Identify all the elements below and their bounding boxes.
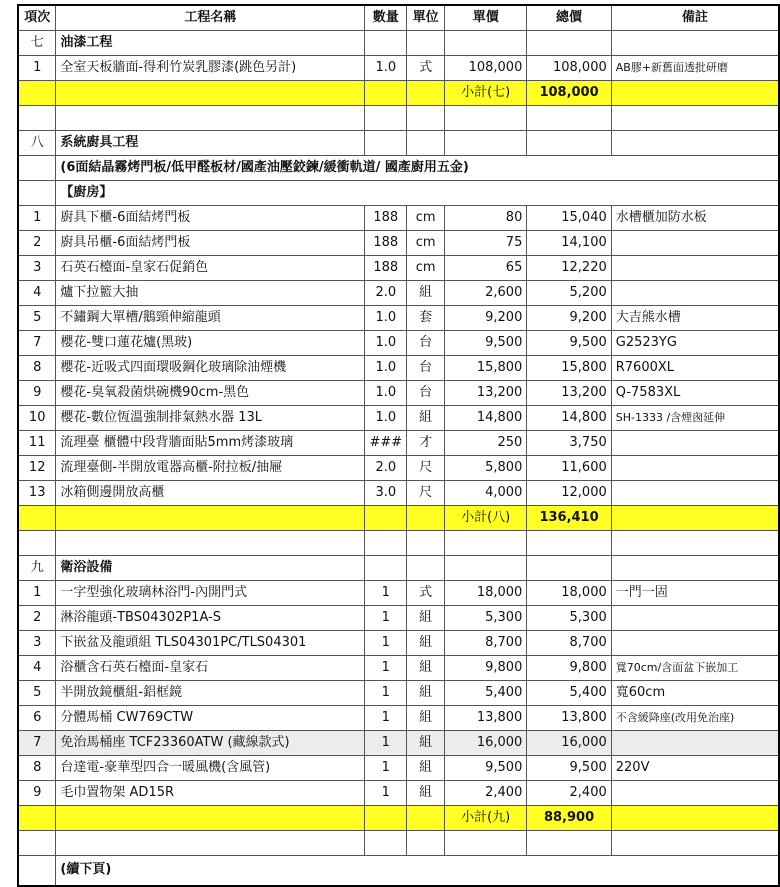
empty-cell: [56, 81, 365, 106]
item-name: 櫻花-臭氧殺菌烘碗機90cm-黑色: [56, 381, 365, 406]
item-price: 5,800: [445, 456, 527, 481]
table-row: [18, 356, 779, 381]
header-no: 項次: [18, 5, 56, 31]
item-note: [611, 456, 779, 481]
header-price: 單價: [445, 5, 527, 31]
item-note: R7600XL: [611, 356, 779, 381]
item-no: 5: [18, 681, 56, 706]
item-total: 9,800: [527, 656, 611, 681]
section-number: 七: [18, 31, 56, 56]
item-no: 7: [18, 731, 56, 756]
continued-text: (續下頁): [56, 856, 779, 886]
empty-cell: [611, 106, 779, 131]
item-total: 108,000: [527, 56, 611, 81]
empty-cell: [365, 81, 407, 106]
item-qty: 1.0: [365, 56, 407, 81]
header-total: 總價: [527, 5, 611, 31]
section-title-row: [18, 131, 779, 156]
item-total: 12,220: [527, 256, 611, 281]
item-qty: 1: [365, 756, 407, 781]
item-no: 2: [18, 231, 56, 256]
item-note: 220V: [611, 756, 779, 781]
item-qty: 3.0: [365, 481, 407, 506]
item-price: 2,400: [445, 781, 527, 806]
item-name: 全室天板牆面-得利竹炭乳膠漆(跳色另計): [56, 56, 365, 81]
table-row: [18, 281, 779, 306]
empty-cell: [407, 131, 445, 156]
table-row: [18, 406, 779, 431]
item-price: 2,600: [445, 281, 527, 306]
item-total: 5,400: [527, 681, 611, 706]
empty-cell: [365, 31, 407, 56]
empty-cell: [18, 81, 56, 106]
section-title-row: [18, 556, 779, 581]
item-note: [611, 731, 779, 756]
empty-cell: [407, 106, 445, 131]
item-total: 2,400: [527, 781, 611, 806]
empty-cell: [527, 831, 611, 856]
empty-cell: [445, 31, 527, 56]
item-total: 15,040: [527, 206, 611, 231]
empty-cell: [611, 531, 779, 556]
empty-cell: [407, 556, 445, 581]
table-row: [18, 656, 779, 681]
item-qty: 188: [365, 256, 407, 281]
item-qty: 1: [365, 606, 407, 631]
empty-cell: [527, 531, 611, 556]
item-note: 不含緩降座(改用免治座): [611, 706, 779, 731]
empty-cell: [56, 806, 365, 831]
item-no: 1: [18, 56, 56, 81]
empty-cell: [365, 131, 407, 156]
empty-row: [18, 531, 779, 556]
item-note: [611, 606, 779, 631]
item-no: 8: [18, 756, 56, 781]
item-unit: 組: [407, 781, 445, 806]
item-name: 半開放鏡櫃組-鋁框鏡: [56, 681, 365, 706]
item-no: 1: [18, 206, 56, 231]
item-unit: 套: [407, 306, 445, 331]
item-name: 毛巾置物架 AD15R: [56, 781, 365, 806]
table-row: [18, 306, 779, 331]
item-price: 13,200: [445, 381, 527, 406]
item-no: 9: [18, 781, 56, 806]
item-unit: 組: [407, 631, 445, 656]
item-price: 9,500: [445, 756, 527, 781]
empty-cell: [18, 531, 56, 556]
item-qty: 2.0: [365, 281, 407, 306]
item-name: 不鏽鋼大單槽/鵝頸伸縮龍頭: [56, 306, 365, 331]
empty-cell: [611, 31, 779, 56]
empty-cell: [527, 131, 611, 156]
item-name: 淋浴龍頭-TBS04302P1A-S: [56, 606, 365, 631]
item-total: 3,750: [527, 431, 611, 456]
item-qty: 188: [365, 206, 407, 231]
table-row: [18, 231, 779, 256]
item-name: 浴櫃含石英石檯面-皇家石: [56, 656, 365, 681]
empty-cell: [527, 106, 611, 131]
section-description-text: (6面結晶霧烤門板/低甲醛板材/國產油壓鉸鍊/緩衝軌道/ 國產廚用五金): [56, 156, 779, 181]
item-name: 櫻花-數位恆溫強制排氣熱水器 13L: [56, 406, 365, 431]
item-qty: 188: [365, 231, 407, 256]
empty-cell: [611, 556, 779, 581]
subtotal-label: 小計(九): [445, 806, 527, 831]
item-qty: 1.0: [365, 306, 407, 331]
table-row: [18, 431, 779, 456]
item-note: G2523YG: [611, 331, 779, 356]
empty-cell: [365, 831, 407, 856]
empty-cell: [365, 806, 407, 831]
item-name: 石英石檯面-皇家石促銷色: [56, 256, 365, 281]
table-row: [18, 206, 779, 231]
item-name: 廚具下櫃-6面結烤門板: [56, 206, 365, 231]
table-body: [18, 31, 779, 886]
item-name: 流理臺 櫃體中段背牆面貼5mm烤漆玻璃: [56, 431, 365, 456]
item-unit: 組: [407, 656, 445, 681]
item-name: 一字型強化玻璃林浴門-內開門式: [56, 581, 365, 606]
empty-cell: [407, 831, 445, 856]
empty-cell: [445, 831, 527, 856]
item-name: 廚具吊櫃-6面結烤門板: [56, 231, 365, 256]
item-price: 9,200: [445, 306, 527, 331]
empty-cell: [407, 81, 445, 106]
item-note: [611, 481, 779, 506]
item-price: 8,700: [445, 631, 527, 656]
item-price: 4,000: [445, 481, 527, 506]
item-price: 15,800: [445, 356, 527, 381]
empty-cell: [527, 31, 611, 56]
section-number: 九: [18, 556, 56, 581]
table-row: [18, 381, 779, 406]
item-price: 9,500: [445, 331, 527, 356]
item-qty: 1: [365, 631, 407, 656]
item-name: 下嵌盆及龍頭組 TLS04301PC/TLS04301: [56, 631, 365, 656]
item-no: 10: [18, 406, 56, 431]
item-note: [611, 431, 779, 456]
item-total: 9,200: [527, 306, 611, 331]
item-total: 5,200: [527, 281, 611, 306]
footer-row: [18, 856, 779, 886]
item-price: 18,000: [445, 581, 527, 606]
item-unit: 組: [407, 606, 445, 631]
table-row: [18, 606, 779, 631]
table-row: [18, 581, 779, 606]
empty-cell: [407, 31, 445, 56]
item-price: 16,000: [445, 731, 527, 756]
subtotal-value: 88,900: [527, 806, 611, 831]
item-qty: 2.0: [365, 456, 407, 481]
item-no: 11: [18, 431, 56, 456]
item-total: 14,800: [527, 406, 611, 431]
empty-cell: [445, 556, 527, 581]
item-price: 75: [445, 231, 527, 256]
section-description: [18, 156, 779, 181]
item-note: [611, 631, 779, 656]
item-no: 3: [18, 631, 56, 656]
item-price: 65: [445, 256, 527, 281]
table-row: [18, 256, 779, 281]
item-total: 12,000: [527, 481, 611, 506]
item-unit: 台: [407, 356, 445, 381]
item-qty: ###: [365, 431, 407, 456]
header-note: 備註: [611, 5, 779, 31]
item-note: 寬60cm: [611, 681, 779, 706]
item-qty: 1.0: [365, 331, 407, 356]
empty-cell: [527, 556, 611, 581]
empty-cell: [611, 131, 779, 156]
item-unit: 尺: [407, 481, 445, 506]
item-total: 13,200: [527, 381, 611, 406]
item-total: 15,800: [527, 356, 611, 381]
item-no: 4: [18, 656, 56, 681]
table-row: [18, 331, 779, 356]
section-title: 衛浴設備: [56, 556, 365, 581]
item-total: 16,000: [527, 731, 611, 756]
table-row: [18, 56, 779, 81]
item-no: 12: [18, 456, 56, 481]
item-price: 250: [445, 431, 527, 456]
item-no: 13: [18, 481, 56, 506]
empty-cell: [611, 831, 779, 856]
subtotal-label: 小計(七): [445, 81, 527, 106]
empty-cell: [18, 856, 56, 886]
empty-row: [18, 831, 779, 856]
item-unit: 台: [407, 381, 445, 406]
item-price: 14,800: [445, 406, 527, 431]
empty-cell: [18, 156, 56, 181]
empty-cell: [18, 506, 56, 531]
header-row: [18, 5, 779, 31]
item-qty: 1: [365, 581, 407, 606]
section-number: 八: [18, 131, 56, 156]
header-qty: 數量: [365, 5, 407, 31]
item-note: AB膠+新舊面透批研磨: [611, 56, 779, 81]
empty-cell: [365, 106, 407, 131]
item-total: 13,800: [527, 706, 611, 731]
section-title: 油漆工程: [56, 31, 365, 56]
item-total: 9,500: [527, 756, 611, 781]
item-name: 台達電-豪華型四合一暖風機(含風管): [56, 756, 365, 781]
item-price: 80: [445, 206, 527, 231]
item-name: 櫻花-近吸式四面環吸鋼化玻璃除油煙機: [56, 356, 365, 381]
item-total: 5,300: [527, 606, 611, 631]
table-row: [18, 731, 779, 756]
empty-cell: [611, 81, 779, 106]
empty-cell: [445, 131, 527, 156]
item-note: [611, 781, 779, 806]
quotation-table: [17, 4, 780, 887]
group-label: [18, 181, 779, 206]
item-no: 8: [18, 356, 56, 381]
section-title: 系統廚具工程: [56, 131, 365, 156]
item-note: Q-7583XL: [611, 381, 779, 406]
item-total: 8,700: [527, 631, 611, 656]
item-unit: 組: [407, 756, 445, 781]
empty-cell: [56, 531, 365, 556]
empty-cell: [365, 556, 407, 581]
empty-cell: [56, 831, 365, 856]
item-qty: 1: [365, 781, 407, 806]
item-qty: 1: [365, 731, 407, 756]
item-qty: 1: [365, 706, 407, 731]
item-total: 14,100: [527, 231, 611, 256]
item-unit: 組: [407, 281, 445, 306]
table-row: [18, 781, 779, 806]
item-note: 寬70cm/含面盆下嵌加工: [611, 656, 779, 681]
empty-cell: [445, 531, 527, 556]
item-unit: 式: [407, 56, 445, 81]
table-row: [18, 706, 779, 731]
item-qty: 1.0: [365, 381, 407, 406]
empty-row: [18, 106, 779, 131]
empty-cell: [56, 506, 365, 531]
item-qty: 1.0: [365, 356, 407, 381]
empty-cell: [611, 506, 779, 531]
item-unit: 才: [407, 431, 445, 456]
item-unit: 組: [407, 406, 445, 431]
group-label-text: 【廚房】: [56, 181, 779, 206]
item-no: 5: [18, 306, 56, 331]
item-name: 爐下拉籃大抽: [56, 281, 365, 306]
item-note: 水槽櫃加防水板: [611, 206, 779, 231]
empty-cell: [365, 531, 407, 556]
item-total: 9,500: [527, 331, 611, 356]
empty-cell: [407, 531, 445, 556]
empty-cell: [56, 106, 365, 131]
item-note: [611, 231, 779, 256]
empty-cell: [407, 506, 445, 531]
item-name: 冰箱側邊開放高櫃: [56, 481, 365, 506]
subtotal-row: [18, 806, 779, 831]
item-no: 3: [18, 256, 56, 281]
quotation-sheet: [17, 4, 780, 887]
empty-cell: [18, 831, 56, 856]
item-qty: 1.0: [365, 406, 407, 431]
section-title-row: [18, 31, 779, 56]
item-name: 分體馬桶 CW769CTW: [56, 706, 365, 731]
item-unit: cm: [407, 206, 445, 231]
item-price: 9,800: [445, 656, 527, 681]
header-unit: 單位: [407, 5, 445, 31]
item-unit: 組: [407, 706, 445, 731]
header-name: 工程名稱: [56, 5, 365, 31]
item-total: 18,000: [527, 581, 611, 606]
item-price: 108,000: [445, 56, 527, 81]
item-note: 大吉熊水槽: [611, 306, 779, 331]
item-note: 一門一固: [611, 581, 779, 606]
item-unit: 式: [407, 581, 445, 606]
item-name: 流理臺側-半開放電器高櫃-附拉板/抽屜: [56, 456, 365, 481]
item-qty: 1: [365, 656, 407, 681]
empty-cell: [18, 806, 56, 831]
item-name: 免治馬桶座 TCF23360ATW (藏線款式): [56, 731, 365, 756]
item-note: [611, 256, 779, 281]
item-qty: 1: [365, 681, 407, 706]
empty-cell: [445, 106, 527, 131]
item-unit: cm: [407, 256, 445, 281]
empty-cell: [18, 106, 56, 131]
item-no: 1: [18, 581, 56, 606]
table-row: [18, 756, 779, 781]
table-row: [18, 481, 779, 506]
subtotal-row: [18, 81, 779, 106]
item-no: 4: [18, 281, 56, 306]
empty-cell: [611, 806, 779, 831]
item-unit: cm: [407, 231, 445, 256]
table-row: [18, 631, 779, 656]
item-unit: 尺: [407, 456, 445, 481]
subtotal-label: 小計(八): [445, 506, 527, 531]
item-no: 6: [18, 706, 56, 731]
subtotal-value: 108,000: [527, 81, 611, 106]
item-unit: 組: [407, 731, 445, 756]
item-name: 櫻花-雙口蓮花爐(黑玻): [56, 331, 365, 356]
item-no: 2: [18, 606, 56, 631]
subtotal-row: [18, 506, 779, 531]
item-no: 7: [18, 331, 56, 356]
item-note: [611, 281, 779, 306]
item-unit: 組: [407, 681, 445, 706]
item-price: 5,400: [445, 681, 527, 706]
empty-cell: [18, 181, 56, 206]
empty-cell: [365, 506, 407, 531]
table-row: [18, 456, 779, 481]
item-unit: 台: [407, 331, 445, 356]
item-price: 13,800: [445, 706, 527, 731]
subtotal-value: 136,410: [527, 506, 611, 531]
item-note: SH-1333 /含煙囪延伸: [611, 406, 779, 431]
item-price: 5,300: [445, 606, 527, 631]
empty-cell: [407, 806, 445, 831]
table-row: [18, 681, 779, 706]
item-total: 11,600: [527, 456, 611, 481]
item-no: 9: [18, 381, 56, 406]
